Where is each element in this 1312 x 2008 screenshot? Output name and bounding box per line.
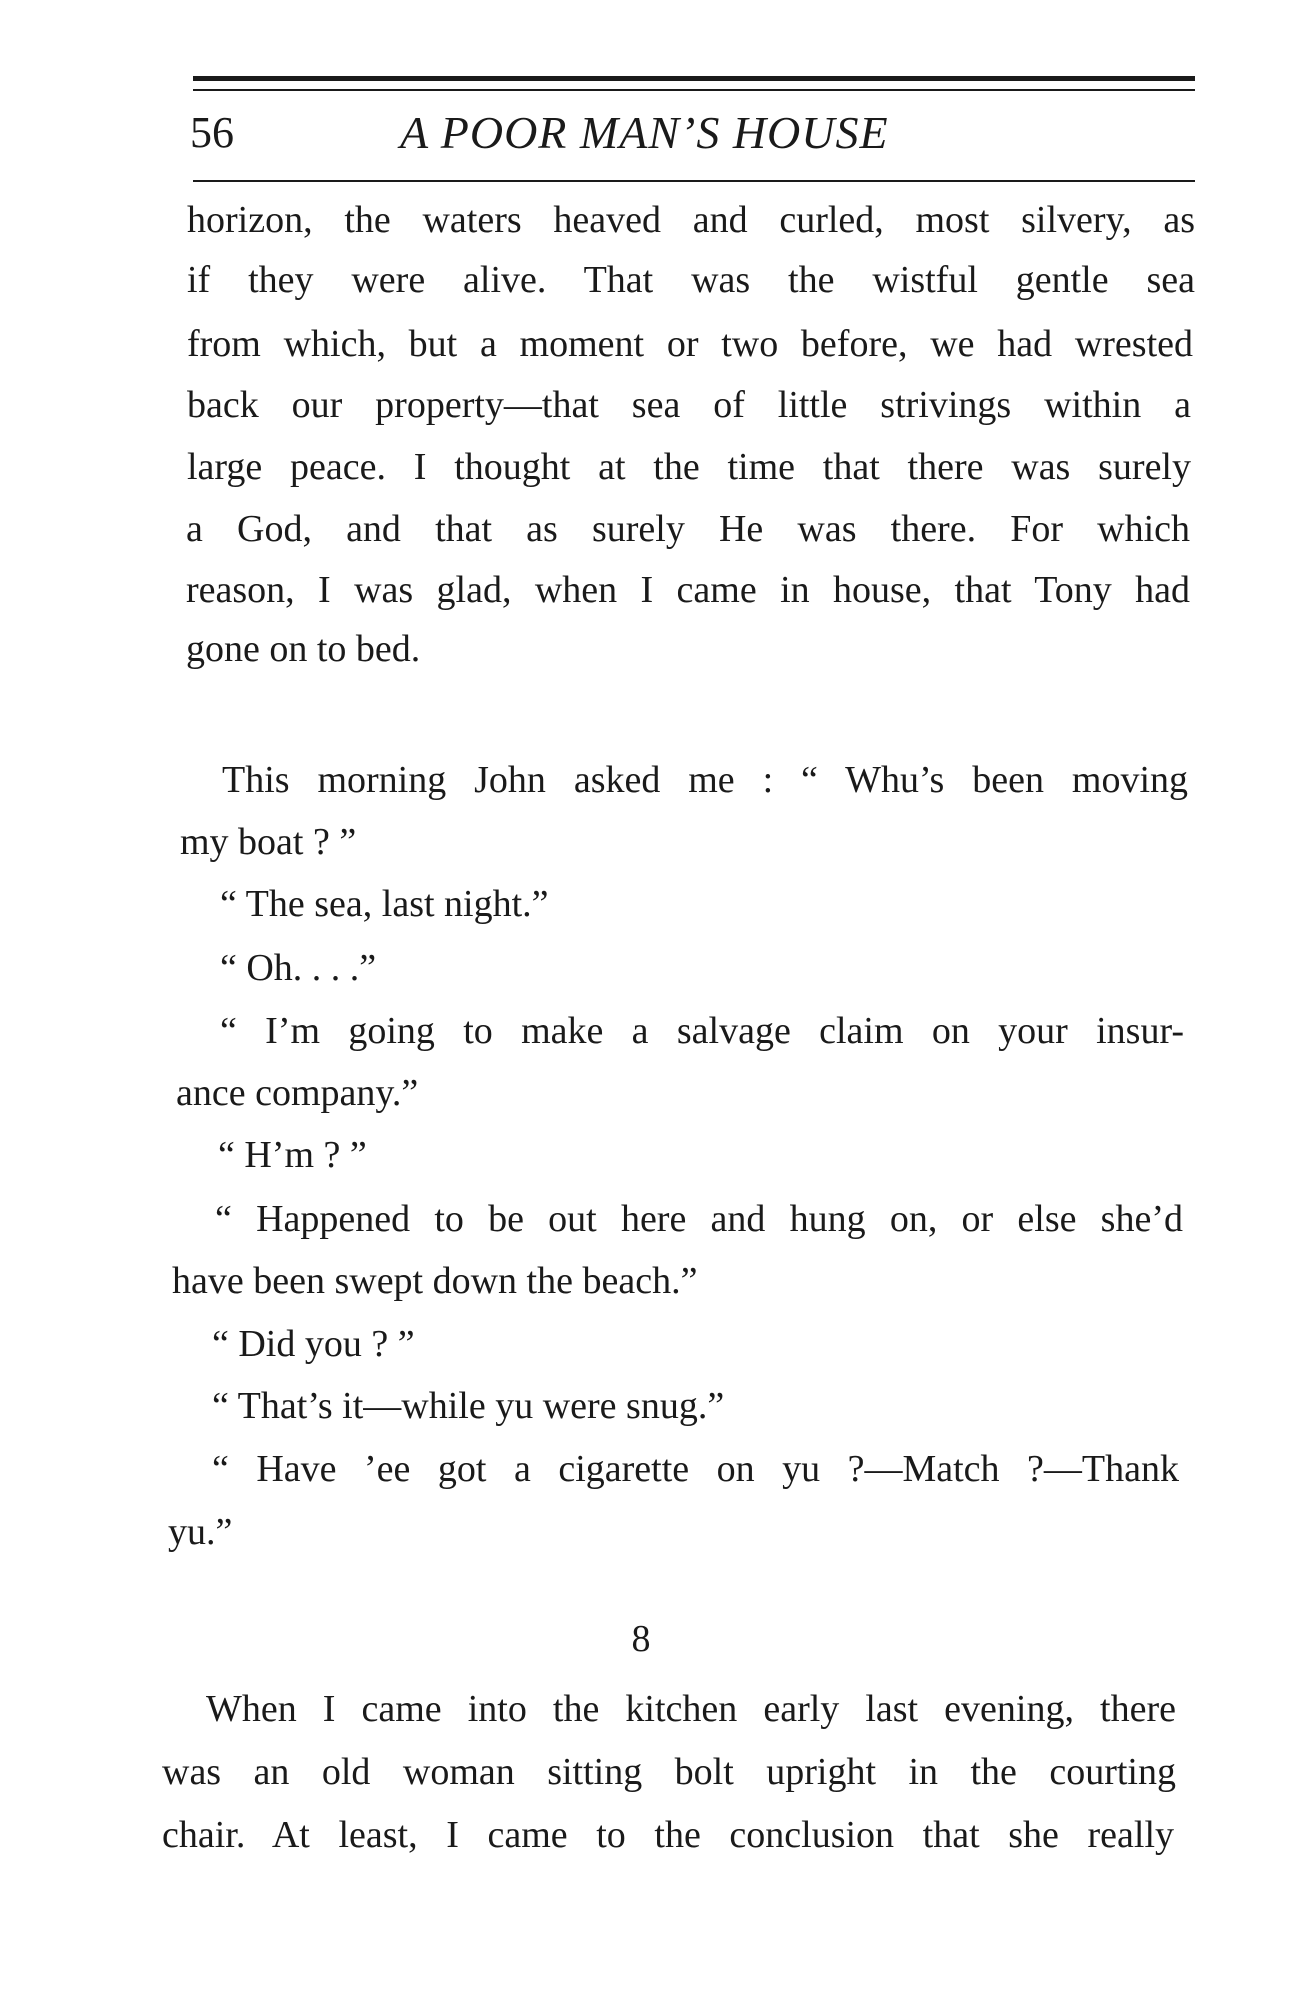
text-line: back our property—that sea of little strivings within a <box>187 384 1191 426</box>
text-line: have been swept down the beach.” <box>172 1260 698 1302</box>
text-line: “ Have ’ee got a cigarette on yu ?—Match ?—Thank <box>212 1448 1179 1490</box>
text-line: horizon, the waters heaved and curled, most silvery, as <box>187 199 1195 241</box>
text-line: “ The sea, last night.” <box>220 883 549 925</box>
text-line: “ Happened to be out here and hung on, or else she’d <box>215 1198 1183 1240</box>
text-line: “ H’m ? ” <box>218 1134 367 1176</box>
text-line: “ Oh. . . .” <box>220 947 377 989</box>
text-line: yu.” <box>168 1511 233 1553</box>
text-line: This morning John asked me : “ Whu’s been moving <box>222 759 1188 801</box>
text-line: ance company.” <box>176 1072 419 1114</box>
text-line: a God, and that as surely He was there. For which <box>186 508 1190 550</box>
header-top-rule <box>193 76 1195 81</box>
text-line: from which, but a moment or two before, we had wrested <box>187 323 1193 365</box>
running-title: A POOR MAN’S HOUSE <box>400 107 889 158</box>
text-line: chair. At least, I came to the conclusion that she really <box>162 1814 1174 1856</box>
text-line: gone on to bed. <box>186 628 421 670</box>
text-line: “ That’s it—while yu were snug.” <box>212 1385 725 1427</box>
text-line: When I came into the kitchen early last evening, there <box>206 1688 1176 1730</box>
section-number: 8 <box>631 1618 651 1660</box>
text-line: was an old woman sitting bolt upright in the courting <box>162 1751 1176 1793</box>
text-line: reason, I was glad, when I came in house, that Tony had <box>186 569 1190 611</box>
text-line: my boat ? ” <box>180 821 357 863</box>
page-number: 56 <box>190 108 234 157</box>
text-line: “ I’m going to make a salvage claim on your insur- <box>220 1010 1184 1052</box>
text-line: if they were alive. That was the wistful gentle sea <box>187 259 1195 301</box>
header-underline-rule <box>193 180 1195 182</box>
text-line: large peace. I thought at the time that there was surely <box>187 446 1191 488</box>
header-second-rule <box>193 89 1195 91</box>
text-line: “ Did you ? ” <box>212 1323 415 1365</box>
